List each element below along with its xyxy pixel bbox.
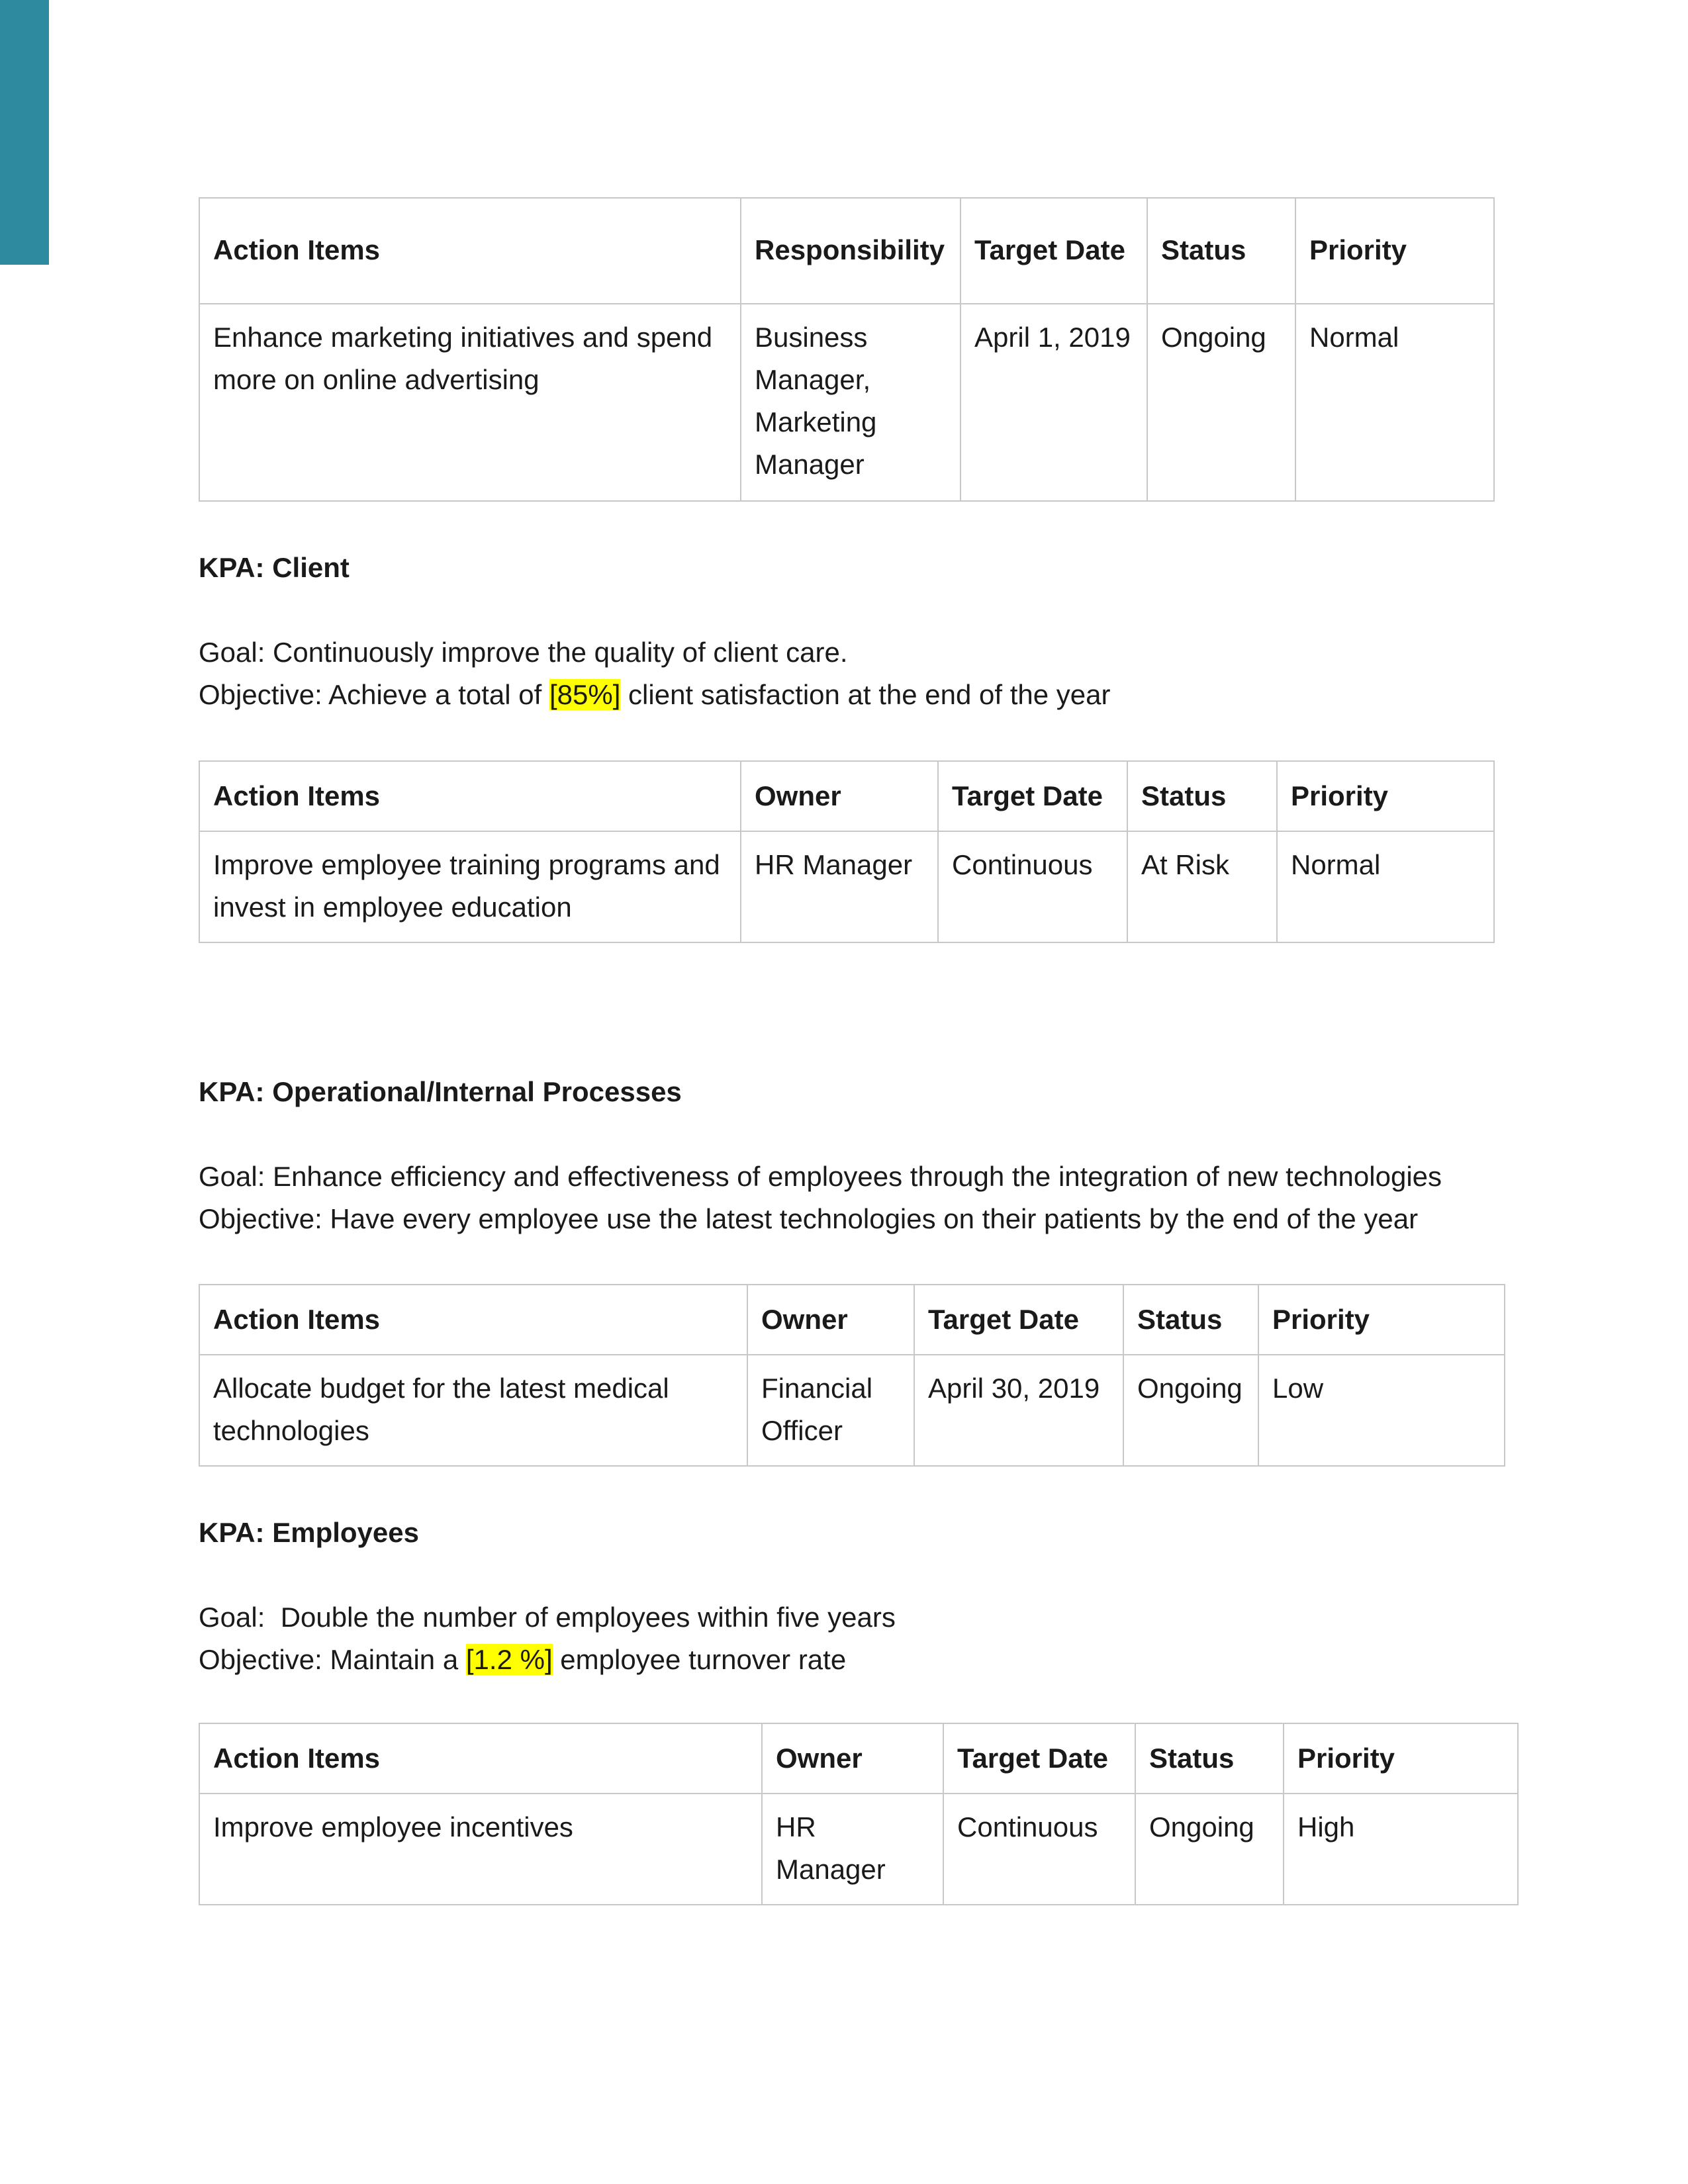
- kpa-operational-heading: KPA: Operational/Internal Processes: [199, 1076, 682, 1107]
- highlighted-target-value: [85%]: [549, 679, 621, 710]
- table-cell: April 1, 2019: [961, 304, 1147, 501]
- page-accent-bar: [0, 0, 49, 265]
- table-cell: HR Manager: [762, 1794, 943, 1905]
- table-cell: Improve employee incentives: [199, 1794, 762, 1905]
- header-cell: Target Date: [961, 198, 1147, 304]
- table-row: [199, 1794, 1518, 1905]
- operational-action-table-block: [199, 1284, 1505, 1467]
- marketing-action-table: [199, 197, 1495, 502]
- employees-action-table: [199, 1723, 1519, 1905]
- table-cell: Improve employee training programs and invest in employee education: [199, 831, 741, 942]
- header-cell: Priority: [1258, 1285, 1505, 1355]
- table-cell: Ongoing: [1147, 304, 1295, 501]
- client-action-table-block: [199, 760, 1495, 943]
- header-cell: Status: [1127, 761, 1277, 831]
- table-row: [199, 831, 1494, 942]
- highlighted-target-value: [1.2 %]: [465, 1644, 553, 1675]
- header-cell: Target Date: [914, 1285, 1123, 1355]
- table-cell: April 30, 2019: [914, 1355, 1123, 1466]
- table-row: [199, 304, 1494, 501]
- kpa-employees-goal: Goal: Double the number of employees within five years: [199, 1602, 896, 1633]
- objective-text: employee turnover rate: [552, 1644, 847, 1675]
- employees-action-table-block: [199, 1723, 1519, 1905]
- table-cell: At Risk: [1127, 831, 1277, 942]
- kpa-employees-heading: KPA: Employees: [199, 1517, 419, 1548]
- header-cell: Target Date: [943, 1723, 1135, 1794]
- marketing-action-table-block: [199, 197, 1495, 502]
- kpa-employees-objective: [199, 1639, 846, 1681]
- header-cell: Status: [1147, 198, 1295, 304]
- header-cell: Action Items: [199, 1723, 762, 1794]
- header-cell: Owner: [747, 1285, 914, 1355]
- table-cell: Continuous: [943, 1794, 1135, 1905]
- table-cell: Continuous: [938, 831, 1127, 942]
- kpa-operational-goal: Goal: Enhance efficiency and effectiveness of employees through the integration of new technologies: [199, 1161, 1442, 1192]
- header-cell: Target Date: [938, 761, 1127, 831]
- table-cell: High: [1284, 1794, 1518, 1905]
- objective-text: Objective: Achieve a total of: [199, 679, 549, 710]
- table-cell: Normal: [1277, 831, 1494, 942]
- header-cell: Action Items: [199, 1285, 747, 1355]
- table-header-row: [199, 1723, 1518, 1794]
- kpa-client-heading: KPA: Client: [199, 552, 350, 583]
- table-cell: Business Manager, Marketing Manager: [741, 304, 961, 501]
- table-cell: Enhance marketing initiatives and spend more on online advertising: [199, 304, 741, 501]
- header-cell: Status: [1135, 1723, 1284, 1794]
- table-cell: Ongoing: [1123, 1355, 1258, 1466]
- table-cell: HR Manager: [741, 831, 938, 942]
- kpa-client-goal: Goal: Continuously improve the quality of client care.: [199, 637, 848, 668]
- header-cell: Priority: [1295, 198, 1494, 304]
- table-header-row: [199, 761, 1494, 831]
- table-header-row: [199, 1285, 1505, 1355]
- table-cell: Low: [1258, 1355, 1505, 1466]
- table-cell: Ongoing: [1135, 1794, 1284, 1905]
- operational-action-table: [199, 1284, 1505, 1467]
- kpa-client-objective: [199, 674, 1110, 716]
- objective-text: client satisfaction at the end of the year: [620, 679, 1111, 710]
- objective-text: Objective: Maintain a: [199, 1644, 466, 1675]
- table-cell: Normal: [1295, 304, 1494, 501]
- header-cell: Action Items: [199, 761, 741, 831]
- header-cell: Status: [1123, 1285, 1258, 1355]
- header-cell: Owner: [741, 761, 938, 831]
- header-cell: Priority: [1277, 761, 1494, 831]
- kpa-operational-objective: Objective: Have every employee use the latest technologies on their patients by the end of the year: [199, 1203, 1419, 1234]
- table-cell: Financial Officer: [747, 1355, 914, 1466]
- header-cell: Action Items: [199, 198, 741, 304]
- header-cell: Owner: [762, 1723, 943, 1794]
- client-action-table: [199, 760, 1495, 943]
- table-header-row: [199, 198, 1494, 304]
- header-cell: Responsibility: [741, 198, 961, 304]
- header-cell: Priority: [1284, 1723, 1518, 1794]
- table-cell: Allocate budget for the latest medical technologies: [199, 1355, 747, 1466]
- table-row: [199, 1355, 1505, 1466]
